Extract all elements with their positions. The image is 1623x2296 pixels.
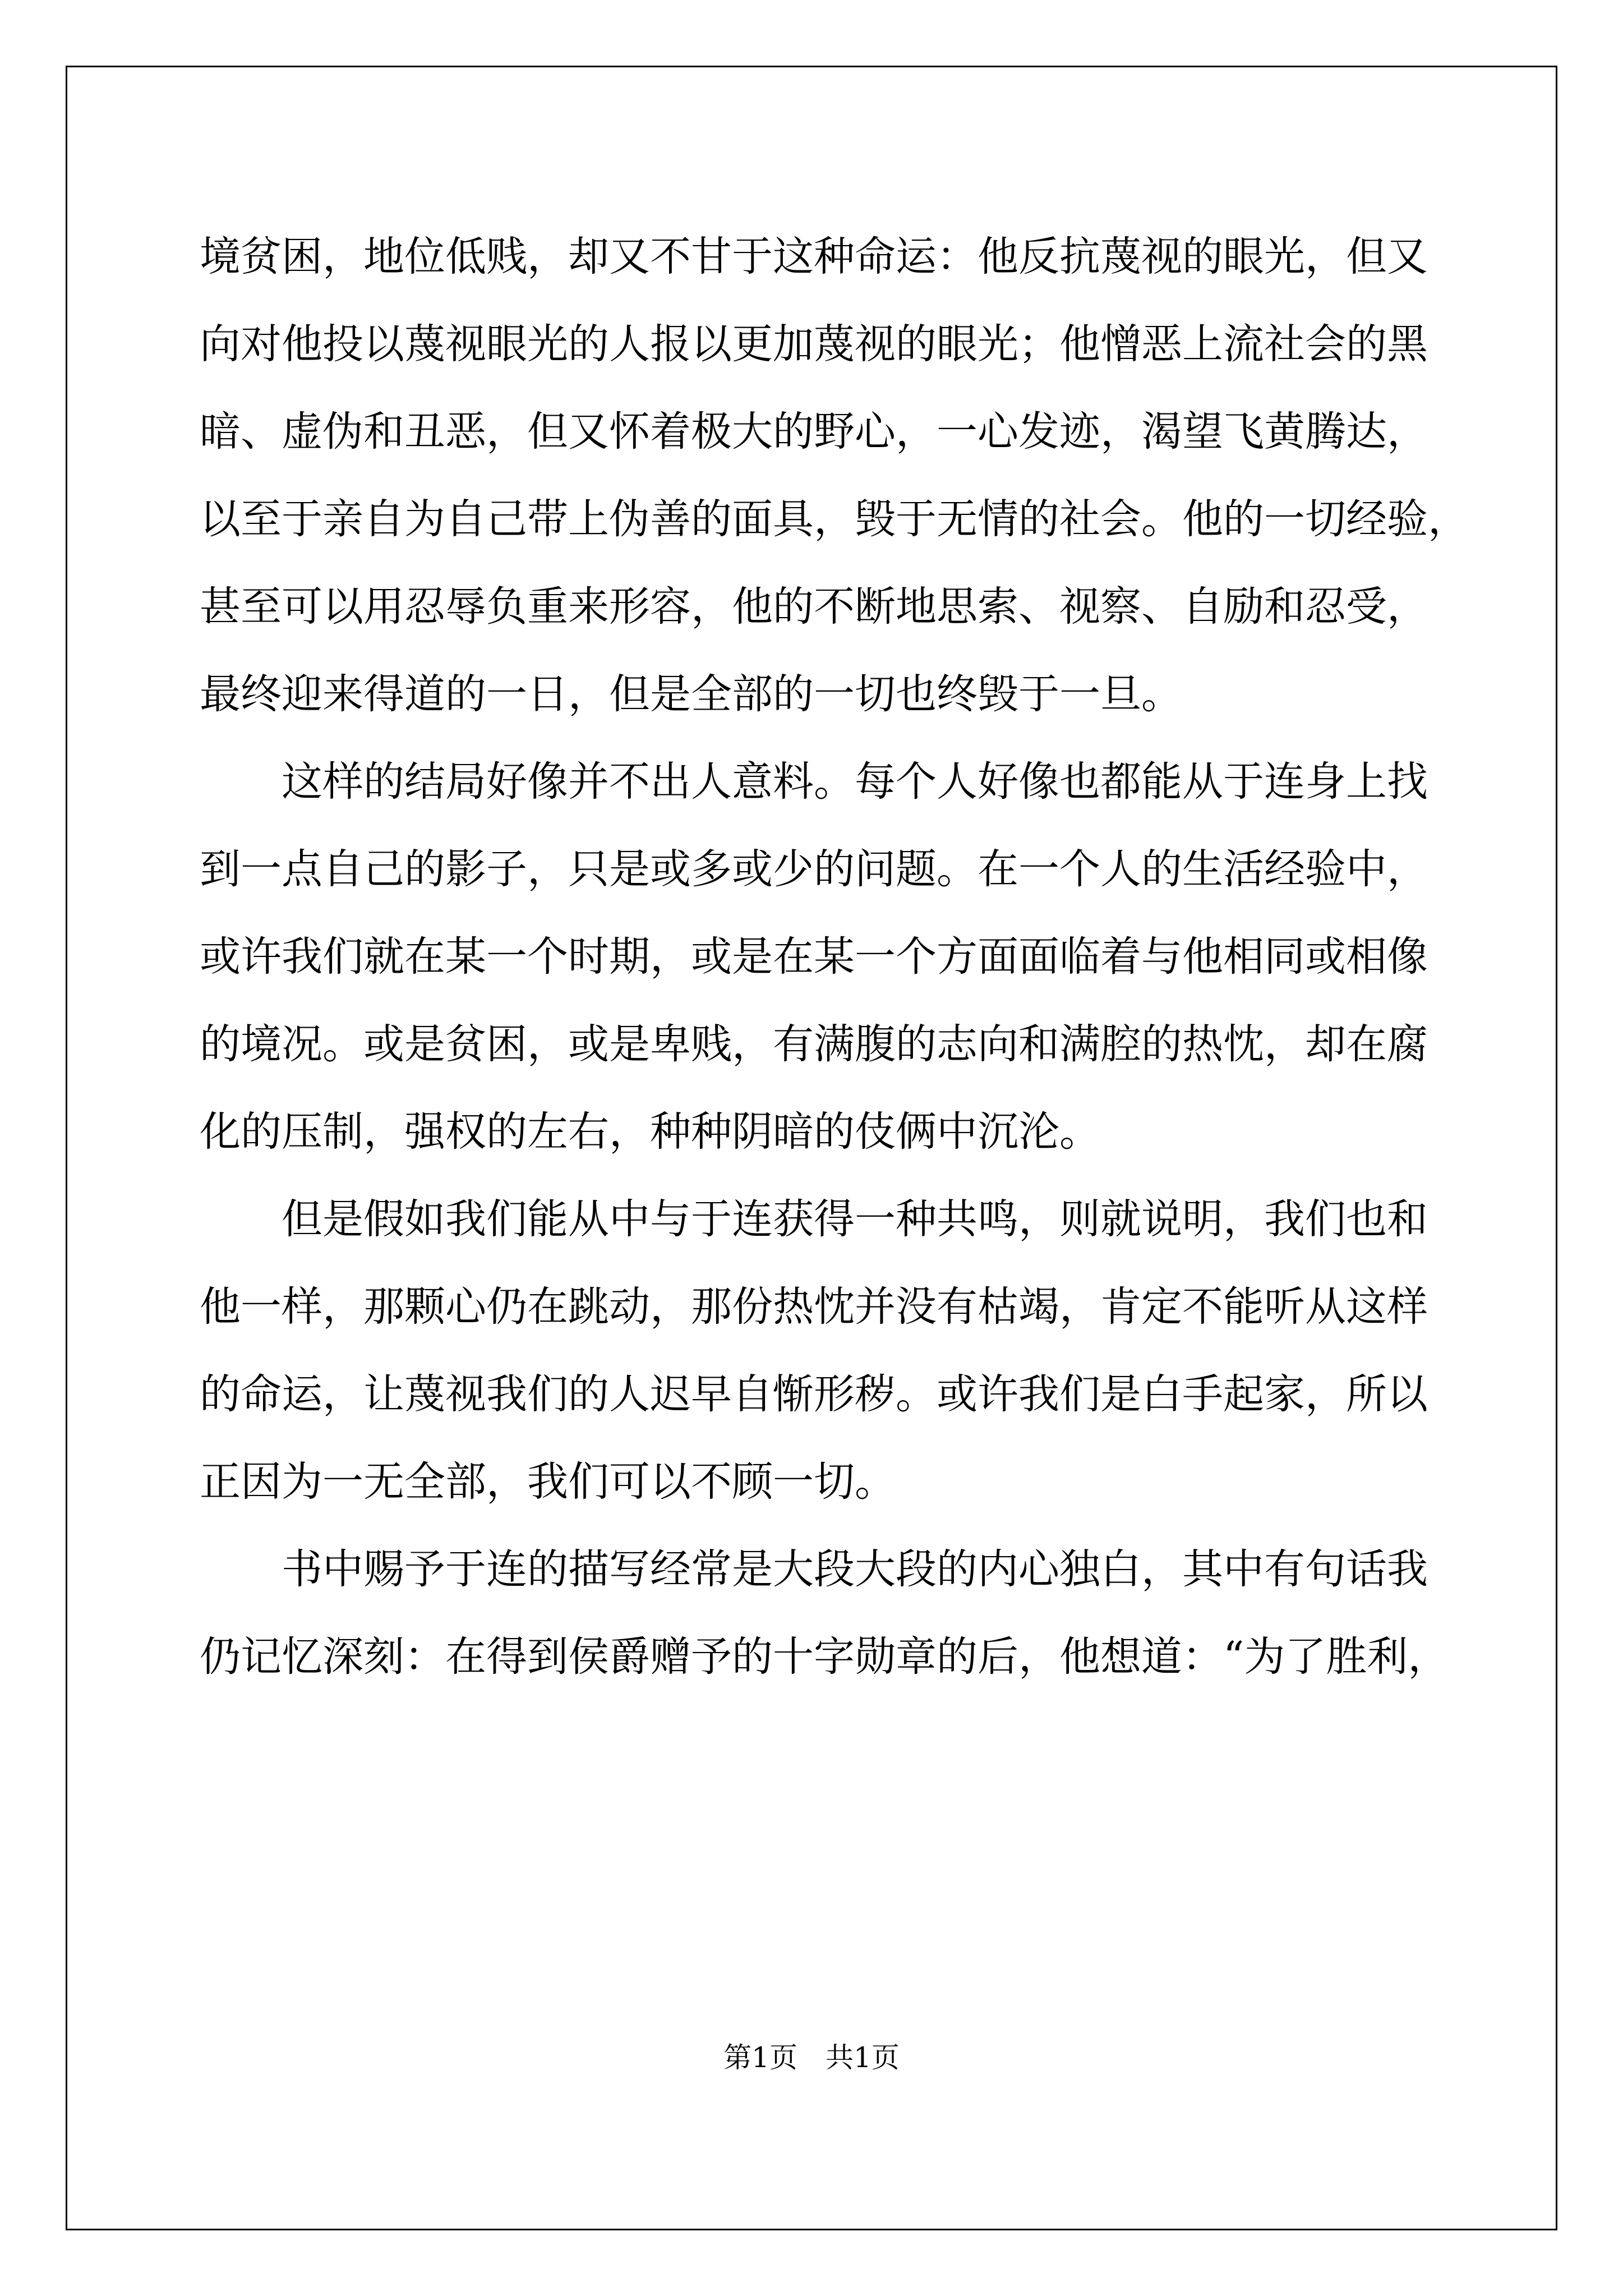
text-line: 境贫困，地位低贱，却又不甘于这种命运：他反抗蔑视的眼光，但又 — [200, 233, 1428, 280]
text-line: 暗、虚伪和丑恶，但又怀着极大的野心，一心发迹，渴望飞黄腾达， — [200, 408, 1428, 455]
text-line: 但是假如我们能从中与于连获得一种共鸣，则就说明，我们也和 — [282, 1195, 1428, 1243]
text-line: 的命运，让蔑视我们的人迟早自惭形秽。或许我们是白手起家，所以 — [200, 1370, 1428, 1418]
text-line: 正因为一无全部，我们可以不顾一切。 — [200, 1458, 896, 1506]
text-line: 最终迎来得道的一日，但是全部的一切也终毁于一旦。 — [200, 670, 1182, 718]
text-line: 以至于亲自为自己带上伪善的面具，毁于无情的社会。他的一切经验， — [200, 495, 1469, 543]
text-line: 甚至可以用忍辱负重来形容，他的不断地思索、视察、自励和忍受， — [200, 583, 1428, 631]
text-line: 到一点自己的影子，只是或多或少的问题。在一个人的生活经验中， — [200, 845, 1428, 893]
text-line: 的境况。或是贫困，或是卑贱，有满腹的志向和满腔的热忱，却在腐 — [200, 1020, 1428, 1068]
page-footer: 第1页 共1页 — [723, 2041, 900, 2074]
text-line: 他一样，那颗心仍在跳动，那份热忱并没有枯竭，肯定不能听从这样 — [200, 1283, 1428, 1331]
text-line: 向对他投以蔑视眼光的人报以更加蔑视的眼光；他憎恶上流社会的黑 — [200, 320, 1428, 368]
text-line: 这样的结局好像并不出人意料。每个人好像也都能从于连身上找 — [282, 758, 1428, 806]
text-line: 化的压制，强权的左右，种种阴暗的伎俩中沉沦。 — [200, 1108, 1100, 1156]
text-line: 书中赐予于连的描写经常是大段大段的内心独白，其中有句话我 — [282, 1545, 1428, 1593]
text-line: 或许我们就在某一个时期，或是在某一个方面面临着与他相同或相像 — [200, 933, 1428, 981]
document-body — [200, 213, 1469, 1701]
text-line: 仍记忆深刻：在得到侯爵赠予的十字勋章的后，他想道：“为了胜利， — [200, 1633, 1449, 1681]
